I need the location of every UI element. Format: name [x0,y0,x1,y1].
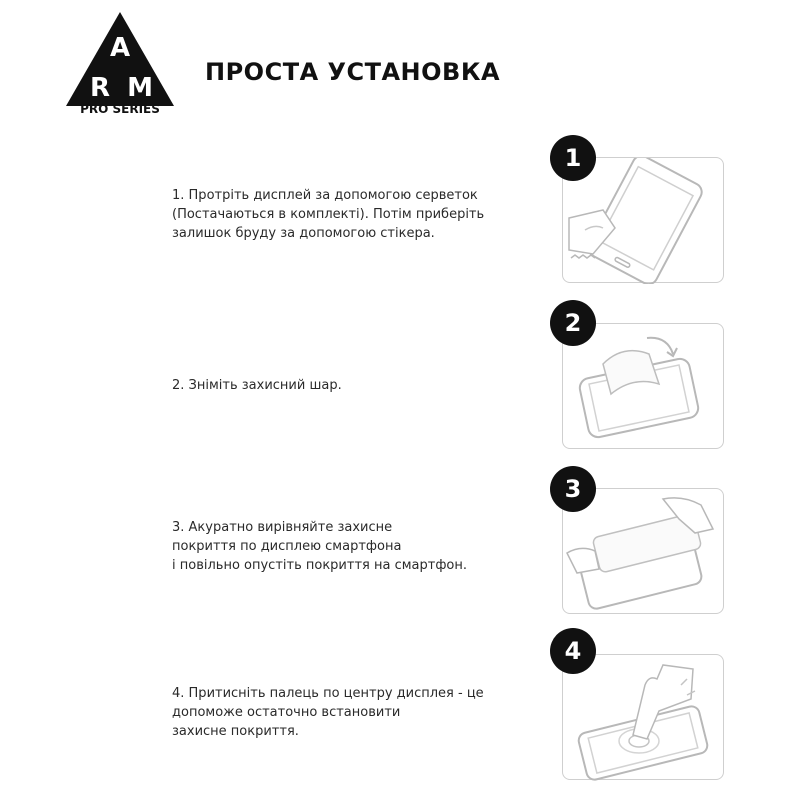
step-3-line: 3. Акуратно вирівняйте захисне [172,520,393,535]
step-4-badge: 4 [550,628,596,674]
step-2-line: 2. Зніміть захисний шар. [172,378,342,393]
step-4-line: 4. Притисніть палець по центру дисплея - це [172,686,484,701]
step-1-line: (Постачаються в комплекті). Потім приберіть [172,207,485,222]
step-3-badge: 3 [550,466,596,512]
step-1-line: 1. Протріть дисплей за допомогою серветок [172,188,478,203]
logo-letter-r: R [89,73,111,103]
peel-film-icon [563,324,725,450]
step-1-badge: 1 [550,135,596,181]
step-3-line: і повільно опустіть покриття на смартфон. [172,558,468,573]
press-center-icon [563,655,725,781]
step-3-line: покриття по дисплею смартфона [172,539,402,554]
logo-caption: PRO SERIES [80,102,160,116]
step-1-text [172,186,484,243]
wipe-screen-icon [563,158,725,284]
page-title: ПРОСТА УСТАНОВКА [205,58,501,86]
step-2-badge: 2 [550,300,596,346]
align-film-icon [563,489,725,615]
step-4-line: захисне покриття. [172,724,299,739]
step-3-text [172,518,467,575]
step-2-illustration [562,323,724,449]
logo-letter-m: M [127,73,153,103]
step-4-text [172,684,484,741]
step-4-line: допоможе остаточно встановити [172,705,401,720]
step-1-line: залишок бруду за допомогою стікера. [172,226,435,241]
step-2-text [172,376,342,395]
step-4-illustration [562,654,724,780]
logo-letter-a: A [109,33,131,63]
